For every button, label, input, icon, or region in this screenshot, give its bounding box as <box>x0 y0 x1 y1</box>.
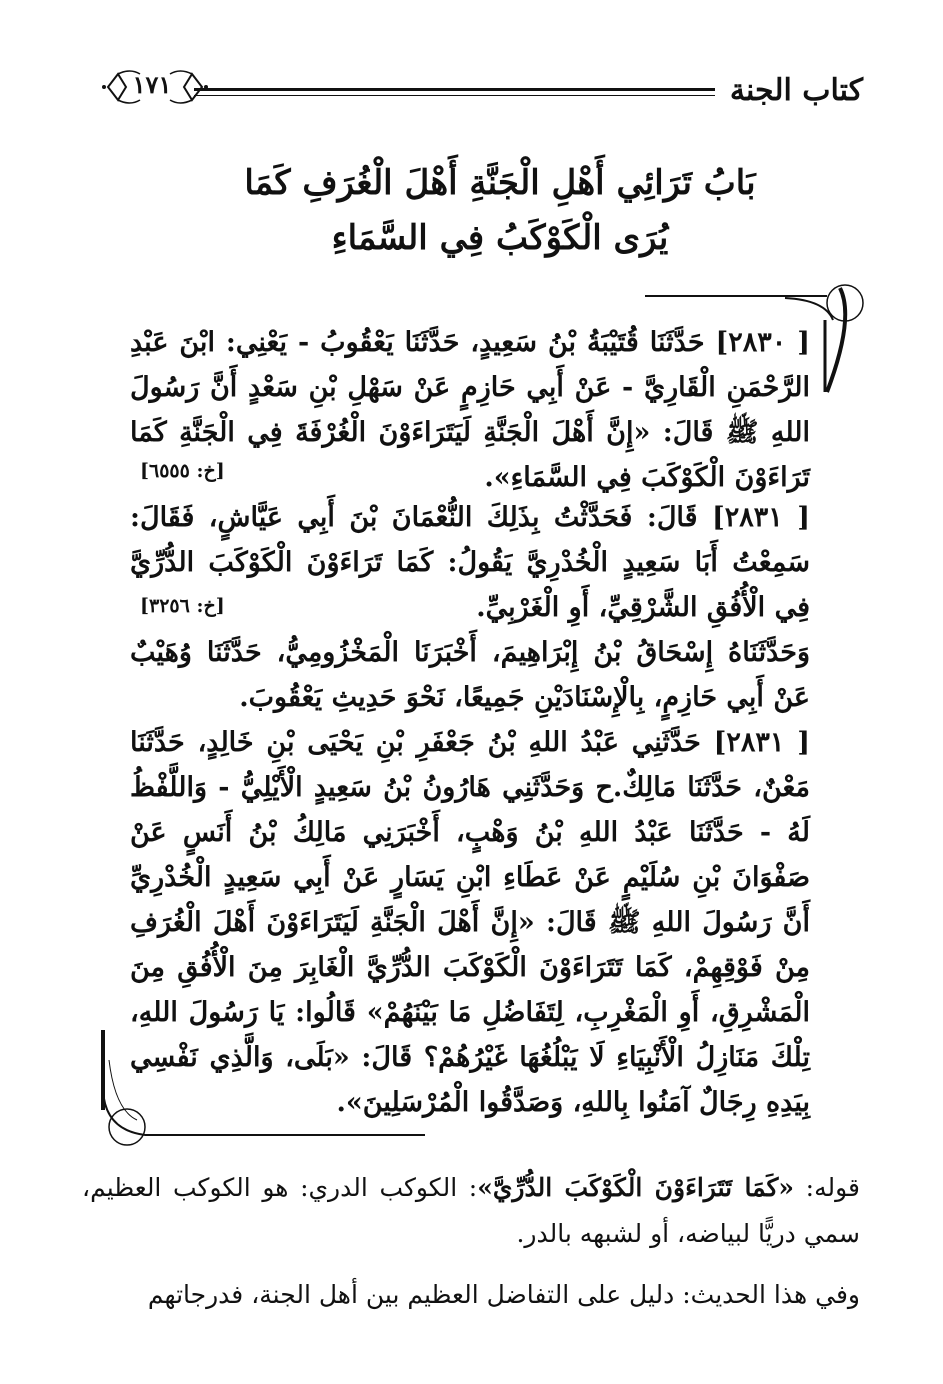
commentary-paragraph <box>82 1165 860 1257</box>
header-rule <box>194 88 715 91</box>
page-header <box>0 0 943 140</box>
commentary-lead: قوله: <box>794 1173 860 1202</box>
header-rule-thin <box>194 95 715 96</box>
hadith-reference: [خ: ٣٢٥٦] <box>140 595 225 617</box>
book-title: كتاب الجنة <box>729 73 863 108</box>
chapter-title-line-1: بَابُ تَرَائِي أَهْلِ الْجَنَّةِ أَهْلَ الْغُرَفِ كَمَا <box>244 163 756 203</box>
hadith-2830: [ ٢٨٣٠] حَدَّثَنَا قُتَيْبَةُ بْنُ سَعِيدٍ، حَدَّثَنَا يَعْقُوبُ - يَعْنِي: ابْنَ عَبْدِ الرَّحْمَنِ الْقَارِيَّ - عَنْ أَبِي حَازِمٍ عَنْ سَهْلِ بْنِ سَعْدٍ أَنَّ رَسُولَ اللهِ ﷺ قَالَ: «إِنَّ أَهْلَ الْجَنَّةِ لَيَتَرَاءَوْنَ الْغُرْفَةَ فِي الْجَنَّةِ كَمَا تَرَاءَوْنَ الْكَوْكَبَ فِي السَّمَاءِ». <box>130 327 810 493</box>
hadith-reference: [خ: ٦٥٥٥] <box>140 460 225 482</box>
hadith-2831-second: [ ٢٨٣١] حَدَّثَنِي عَبْدُ اللهِ بْنُ جَعْفَرِ بْنِ يَحْيَى بْنِ خَالِدٍ، حَدَّثَنَا مَعْنٌ، حَدَّثَنَا مَالِكٌ.ح وَحَدَّثَنِي هَارُونُ بْنُ سَعِيدٍ الْأَيْلِيُّ - وَاللَّفْظُ لَهُ - حَدَّثَنَا عَبْدُ اللهِ بْنُ وَهْبٍ، أَخْبَرَنِي مَالِكُ بْنُ أَنَسٍ عَنْ صَفْوَانَ بْنِ سُلَيْمٍ عَنْ عَطَاءِ ابْنِ يَسَارٍ عَنْ أَبِي سَعِيدٍ الْخُدْرِيِّ أَنَّ رَسُولَ اللهِ ﷺ قَالَ: «إِنَّ أَهْلَ الْجَنَّةِ لَيَتَرَاءَوْنَ أَهْلَ الْغُرَفِ مِنْ فَوْقِهِمْ، كَمَا تَتَرَاءَوْنَ الْكَوْكَبَ الدُّرِّيَّ الْغَابِرَ مِنَ الْأُفُقِ مِنَ الْمَشْرِقِ، أَوِ الْمَغْرِبِ، لِتَفَاضُلِ مَا بَيْنَهُمْ» قَالُوا: يَا رَسُولَ اللهِ، تِلْكَ مَنَازِلُ الْأَنْبِيَاءِ لَا يَبْلُغُهَا غَيْرُهُمْ؟ قَالَ: «بَلَى، وَالَّذِي نَفْسِي بِيَدِهِ رِجَالٌ آمَنُوا بِاللهِ، وَصَدَّقُوا الْمُرْسَلِينَ». <box>130 727 810 1118</box>
chapter-title-line-2: يُرَى الْكَوْكَبُ فِي السَّمَاءِ <box>331 218 669 258</box>
page-number: ١٧١ <box>132 70 172 99</box>
commentary-quote: «كَمَا تَتَرَاءَوْنَ الْكَوْكَبَ الدُّرِّيَّ» <box>477 1173 795 1202</box>
hadith-chain-note: وَحَدَّثَنَاهُ إِسْحَاقُ بْنُ إِبْرَاهِيمَ، أَخْبَرَنَا الْمَخْزُومِيُّ، حَدَّثَنَا وُهَيْبٌ عَنْ أَبِي حَازِمٍ، بِالْإِسْنَادَيْنِ جَمِيعًا، نَحْوَ حَدِيثِ يَعْقُوبَ. <box>130 637 810 713</box>
commentary-paragraph-2: وفي هذا الحديث: دليل على التفاضل العظيم بين أهل الجنة، فدرجاتهم <box>147 1280 860 1309</box>
commentary-explanation: : الكوكب الدري: هو الكوكب العظيم، سمي دريًّا لبياضه، أو لشبهه بالدر. <box>82 1173 860 1248</box>
hadith-2831: [ ٢٨٣١] قَالَ: فَحَدَّثْتُ بِذَلِكَ النُّعْمَانَ بْنَ أَبِي عَيَّاشٍ، فَقَالَ: سَمِعْتُ أَبَا سَعِيدٍ الْخُدْرِيَّ يَقُولُ: كَمَا تَرَاءَوْنَ الْكَوْكَبَ الدُّرِّيَّ فِي الْأُفُقِ الشَّرْقِيِّ، أَوِ الْغَرْبِيِّ. <box>130 502 810 623</box>
